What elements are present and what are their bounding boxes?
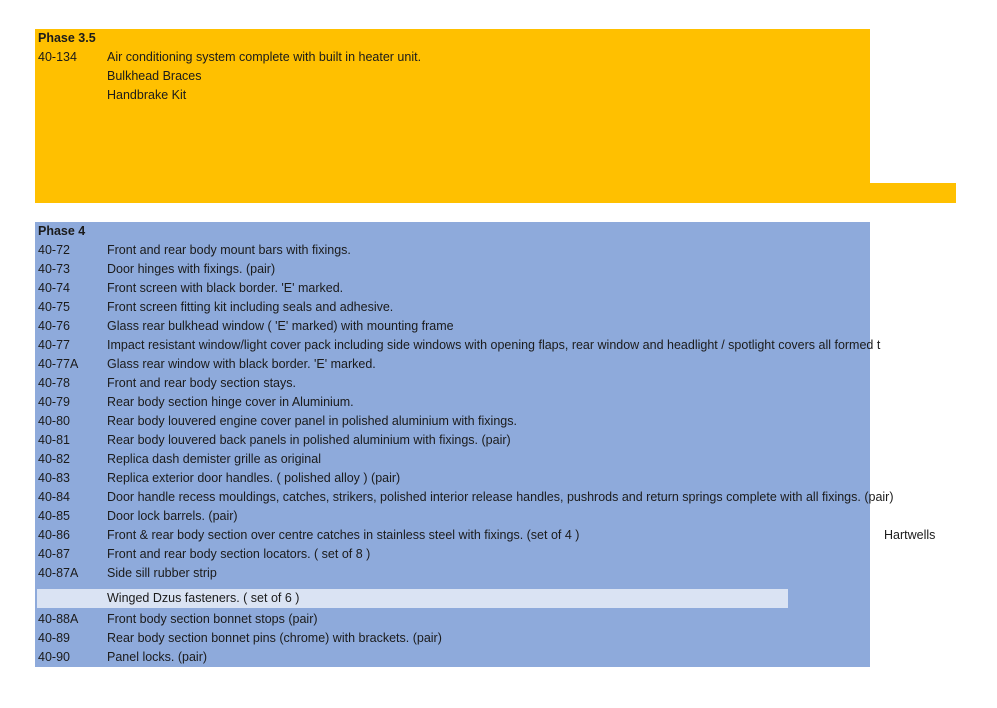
part-description: Rear body louvered engine cover panel in polished aluminium with fixings. (107, 414, 517, 428)
part-code: 40-84 (38, 490, 70, 504)
part-code: 40-73 (38, 262, 70, 276)
part-code: 40-87 (38, 547, 70, 561)
part-description: Panel locks. (pair) (107, 650, 208, 664)
part-code: 40-86 (38, 528, 70, 542)
phase-4-title: Phase 4 (38, 224, 86, 238)
part-description: Replica dash demister grille as original (107, 452, 321, 466)
part-code: 40-78 (38, 376, 70, 390)
part-description: Glass rear window with black border. 'E' marked. (107, 357, 376, 371)
part-code: 40-134 (38, 50, 77, 64)
part-description: Front screen fitting kit including seals and adhesive. (107, 300, 394, 314)
part-code: 40-74 (38, 281, 70, 295)
part-code: 40-90 (38, 650, 70, 664)
part-description: Winged Dzus fasteners. ( set of 6 ) (107, 591, 300, 605)
part-description: Front screen with black border. 'E' marked. (107, 281, 344, 295)
phase-3-5-title: Phase 3.5 (38, 31, 96, 45)
part-description: Replica exterior door handles. ( polished alloy ) (pair) (107, 471, 401, 485)
part-description: Front & rear body section over centre catches in stainless steel with fixings. (set of 4 ) (107, 528, 580, 542)
part-description: Side sill rubber strip (107, 566, 217, 580)
part-code: 40-88A (38, 612, 79, 626)
part-description: Door handle recess mouldings, catches, strikers, polished interior release handles, pushrods and return springs complete with all fixings. (pair) (107, 490, 894, 504)
part-description: Front and rear body mount bars with fixings. (107, 243, 351, 257)
part-code: 40-72 (38, 243, 70, 257)
part-code: 40-82 (38, 452, 70, 466)
part-code: 40-87A (38, 566, 79, 580)
phase-3-5-fill-extension (870, 183, 956, 203)
part-description: Bulkhead Braces (107, 69, 202, 83)
part-code: 40-77 (38, 338, 70, 352)
part-description: Rear body section bonnet pins (chrome) with brackets. (pair) (107, 631, 442, 645)
part-code: 40-76 (38, 319, 70, 333)
phase-3-5-section (35, 29, 870, 203)
part-code: 40-83 (38, 471, 70, 485)
part-code: 40-75 (38, 300, 70, 314)
part-description: Door lock barrels. (pair) (107, 509, 238, 523)
part-code: 40-81 (38, 433, 70, 447)
part-description: Handbrake Kit (107, 88, 187, 102)
part-description: Front and rear body section locators. ( set of 8 ) (107, 547, 371, 561)
part-description: Front body section bonnet stops (pair) (107, 612, 318, 626)
part-description: Impact resistant window/light cover pack including side windows with opening flaps, rear window and headlight / spotlight covers all formed t (107, 338, 881, 352)
supplier-name: Hartwells (884, 528, 936, 542)
part-description: Rear body section hinge cover in Aluminium. (107, 395, 354, 409)
part-code: 40-77A (38, 357, 79, 371)
part-description: Glass rear bulkhead window ( 'E' marked) with mounting frame (107, 319, 454, 333)
part-description: Front and rear body section stays. (107, 376, 296, 390)
part-code: 40-80 (38, 414, 70, 428)
phase-4-section (35, 222, 936, 667)
part-code: 40-85 (38, 509, 70, 523)
part-description: Air conditioning system complete with built in heater unit. (107, 50, 422, 64)
part-code: 40-89 (38, 631, 70, 645)
part-code: 40-79 (38, 395, 70, 409)
part-description: Rear body louvered back panels in polished aluminium with fixings. (pair) (107, 433, 511, 447)
part-description: Door hinges with fixings. (pair) (107, 262, 276, 276)
